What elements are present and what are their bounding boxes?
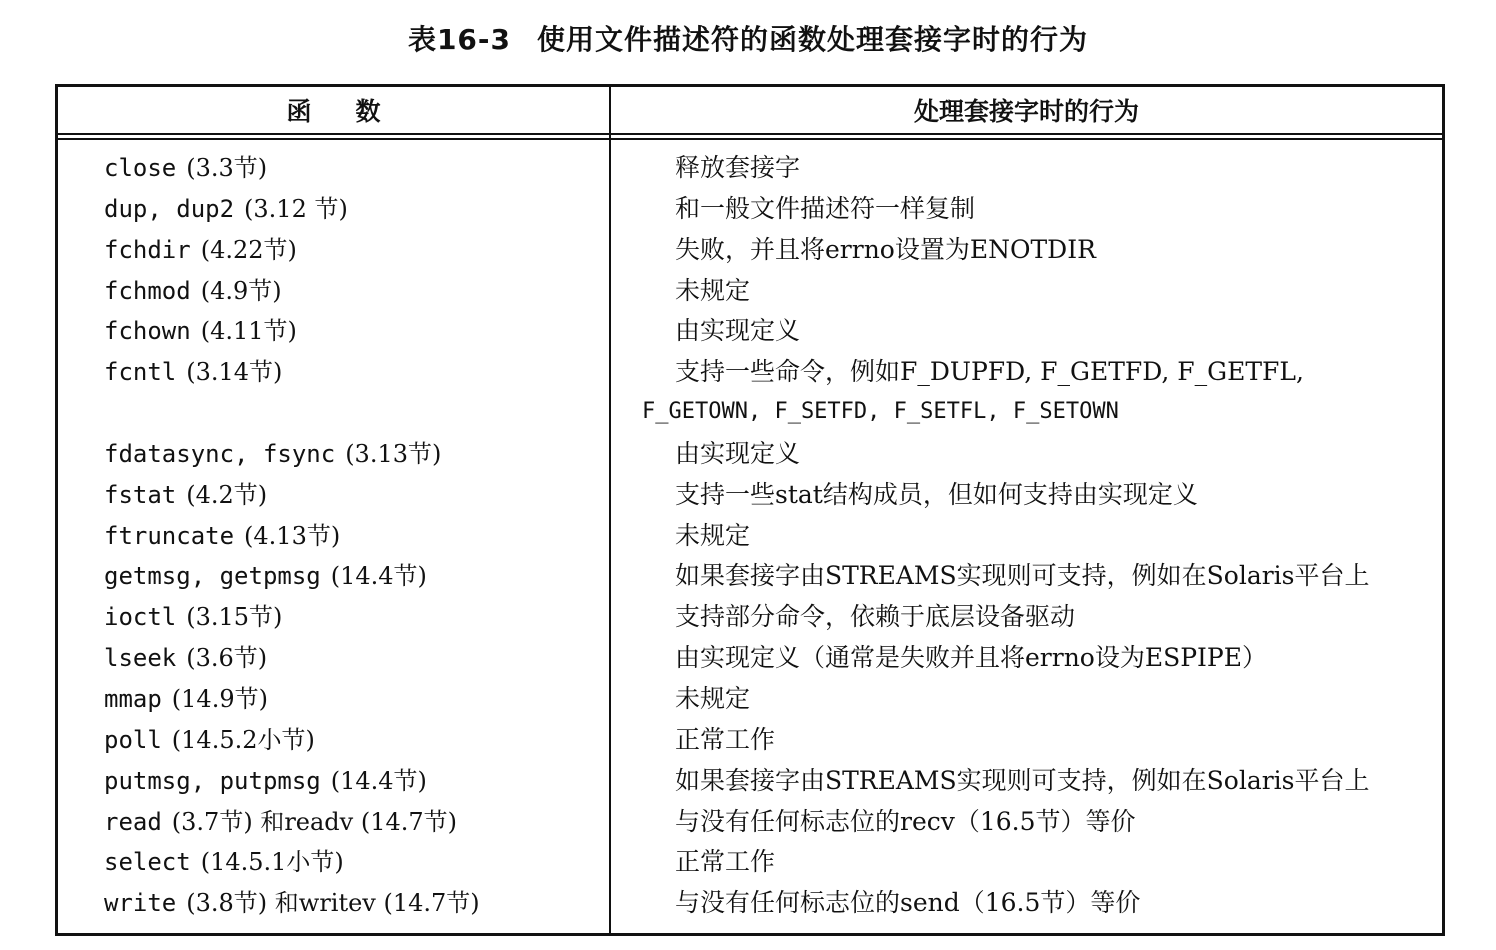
table-row xyxy=(58,270,1442,311)
function-cell xyxy=(104,519,340,553)
function-name: fcntl xyxy=(104,358,177,387)
function-name: fstat xyxy=(104,480,177,509)
behavior-cell: 支持部分命令，依赖于底层设备驱动 xyxy=(675,602,1076,632)
table-row xyxy=(58,474,1442,515)
table-row xyxy=(58,637,1442,678)
behavior-cell: 由实现定义 xyxy=(675,438,801,468)
table-row xyxy=(58,596,1442,637)
function-name: putmsg, putpmsg xyxy=(104,766,321,795)
table-row xyxy=(58,147,1442,188)
section-ref: (4.22节) xyxy=(200,235,297,264)
table-row xyxy=(58,555,1442,596)
table-row xyxy=(58,515,1442,556)
table-caption xyxy=(0,20,1496,60)
function-cell xyxy=(104,437,441,471)
function-name: close xyxy=(104,154,177,182)
behavior-cell: 如果套接字由STREAMS实现则可支持，例如在Solaris平台上 xyxy=(675,765,1370,795)
section-ref: (14.4节) xyxy=(330,766,427,795)
header-double-rule xyxy=(58,138,1442,140)
function-cell xyxy=(104,805,457,839)
table-row xyxy=(58,719,1442,760)
function-name: ioctl xyxy=(104,603,177,632)
behavior-cell: 由实现定义 xyxy=(675,316,801,346)
section-ref: (3.12 节) xyxy=(244,194,348,223)
function-name: poll xyxy=(104,725,162,754)
table-header xyxy=(58,87,1442,135)
function-cell xyxy=(104,764,427,798)
function-name: lseek xyxy=(104,644,177,673)
section-ref: (4.13节) xyxy=(244,521,341,550)
function-name: select xyxy=(104,848,191,877)
function-cell xyxy=(104,682,268,716)
section-ref: (3.3节) xyxy=(186,154,268,182)
section-ref: (3.8节) 和writev (14.7节) xyxy=(186,889,480,918)
function-cell xyxy=(104,314,297,348)
function-cell xyxy=(104,274,282,308)
section-ref: (4.9节) xyxy=(200,276,282,305)
function-cell xyxy=(104,151,267,185)
functions-table xyxy=(55,84,1445,936)
function-name: dup, dup2 xyxy=(104,194,235,223)
table-title: 使用文件描述符的函数处理套接字时的行为 xyxy=(537,23,1089,56)
function-name: read xyxy=(104,807,162,836)
table-row xyxy=(58,310,1442,351)
behavior-cell: 未规定 xyxy=(675,275,751,305)
section-ref: (14.5.1小节) xyxy=(200,848,344,877)
table-row xyxy=(58,760,1442,801)
function-cell xyxy=(104,355,282,389)
function-name: fchmod xyxy=(104,276,191,305)
section-ref: (3.13节) xyxy=(345,439,442,468)
section-ref: (4.11节) xyxy=(200,317,297,346)
behavior-cell: 未规定 xyxy=(675,520,751,550)
header-functions: 函数 xyxy=(286,97,425,126)
function-cell xyxy=(104,559,427,593)
table-row xyxy=(58,351,1442,433)
table-number: 表16-3 xyxy=(407,23,512,56)
section-ref: (14.5.2小节) xyxy=(171,725,315,754)
table-row xyxy=(58,229,1442,270)
function-cell xyxy=(104,600,282,634)
behavior-cell: 支持一些命令，例如F_DUPFD, F_GETFD, F_GETFL, xyxy=(675,357,1304,387)
table-row xyxy=(58,188,1442,229)
function-name: ftruncate xyxy=(104,521,235,550)
function-cell xyxy=(104,478,267,512)
table-row xyxy=(58,433,1442,474)
section-ref: (4.2节) xyxy=(186,480,268,509)
function-name: mmap xyxy=(104,684,162,713)
section-ref: (14.9节) xyxy=(171,684,268,713)
header-behavior: 处理套接字时的行为 xyxy=(913,97,1139,126)
function-cell xyxy=(104,641,267,675)
section-ref: (3.7节) 和readv (14.7节) xyxy=(171,807,458,836)
behavior-cell: 失败，并且将errno设置为ENOTDIR xyxy=(675,234,1096,264)
table-row xyxy=(58,678,1442,719)
function-name: fchdir xyxy=(104,235,191,264)
function-name: write xyxy=(104,889,177,918)
table-row xyxy=(58,841,1442,882)
behavior-cell: 由实现定义（通常是失败并且将errno设为ESPIPE） xyxy=(675,643,1267,673)
behavior-cell: 释放套接字 xyxy=(675,153,801,182)
function-cell xyxy=(104,192,348,226)
behavior-cell: 正常工作 xyxy=(675,724,776,754)
function-cell xyxy=(104,845,344,879)
behavior-cell: 如果套接字由STREAMS实现则可支持，例如在Solaris平台上 xyxy=(675,561,1370,591)
behavior-cell: 未规定 xyxy=(675,683,751,713)
behavior-cell: 支持一些stat结构成员，但如何支持由实现定义 xyxy=(675,479,1198,509)
section-ref: (14.4节) xyxy=(330,562,427,591)
function-cell xyxy=(104,723,315,757)
table-row xyxy=(58,882,1442,923)
function-name: fdatasync, fsync xyxy=(104,439,336,468)
behavior-cell-continuation: F_GETOWN, F_SETFD, F_SETFL, F_SETOWN xyxy=(642,399,1119,425)
table-body xyxy=(58,147,1442,923)
table-row xyxy=(58,801,1442,842)
behavior-cell: 与没有任何标志位的send（16.5节）等价 xyxy=(675,888,1141,918)
behavior-cell: 正常工作 xyxy=(675,847,776,877)
section-ref: (3.6节) xyxy=(186,644,268,673)
function-name: fchown xyxy=(104,317,191,346)
behavior-cell: 和一般文件描述符一样复制 xyxy=(675,193,976,223)
function-cell xyxy=(104,233,297,267)
section-ref: (3.14节) xyxy=(186,358,283,387)
behavior-cell: 与没有任何标志位的recv（16.5节）等价 xyxy=(675,806,1136,836)
section-ref: (3.15节) xyxy=(186,603,283,632)
function-name: getmsg, getpmsg xyxy=(104,562,321,591)
function-cell xyxy=(104,886,480,920)
